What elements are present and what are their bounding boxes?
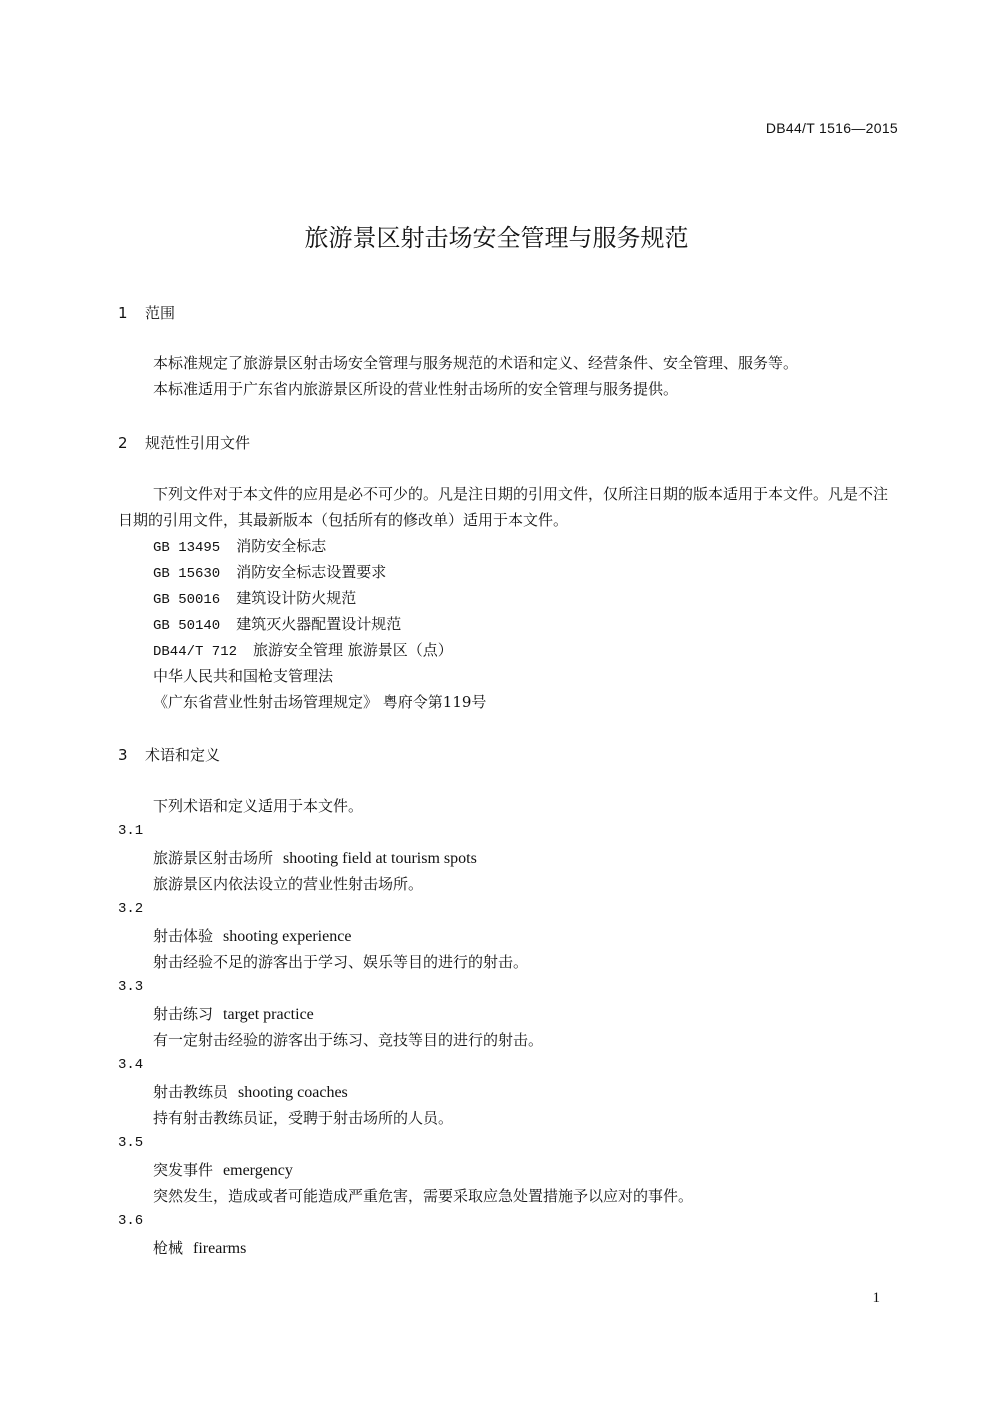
reference-item: GB 50016 建筑设计防火规范 <box>153 589 357 608</box>
scope-paragraph-2: 本标准适用于广东省内旅游景区所设的营业性射击场所的安全管理与服务提供。 <box>153 380 679 398</box>
section-number: 3 <box>118 746 128 764</box>
term-entry: 枪械 firearms <box>153 1239 247 1257</box>
term-number: 3.6 <box>118 1213 144 1229</box>
section-number: 2 <box>118 434 128 452</box>
term-number: 3.5 <box>118 1135 144 1151</box>
term-entry: 旅游景区射击场所 shooting field at tourism spots <box>153 849 477 867</box>
term-number: 3.1 <box>118 823 144 839</box>
term-number: 3.3 <box>118 979 144 995</box>
section-title: 范围 <box>145 304 176 322</box>
term-number: 3.2 <box>118 901 144 917</box>
references-intro: 下列文件对于本文件的应用是必不可少的。凡是注日期的引用文件，仅所注日期的版本适用于本文件。凡是不注日期的引用文件，其最新版本（包括所有的修改单）适用于本文件。 <box>118 485 889 529</box>
page-number: 1 <box>872 1290 880 1306</box>
section-heading-normative-references <box>118 432 250 453</box>
section-heading-terms <box>118 744 220 765</box>
reference-item: GB 13495 消防安全标志 <box>153 537 327 556</box>
reference-item: 中华人民共和国枪支管理法 <box>153 667 334 685</box>
section-number: 1 <box>118 304 128 322</box>
section-heading-scope <box>118 302 175 323</box>
term-definition: 射击经验不足的游客出于学习、娱乐等目的进行的射击。 <box>153 953 529 971</box>
term-definition: 旅游景区内依法设立的营业性射击场所。 <box>153 875 424 893</box>
terms-intro: 下列术语和定义适用于本文件。 <box>153 797 364 815</box>
term-definition: 有一定射击经验的游客出于练习、竞技等目的进行的射击。 <box>153 1031 544 1049</box>
section-title: 规范性引用文件 <box>145 434 251 452</box>
term-number: 3.4 <box>118 1057 144 1073</box>
reference-item: 《广东省营业性射击场管理规定》 粤府令第119号 <box>153 693 487 711</box>
term-entry: 射击体验 shooting experience <box>153 927 352 945</box>
term-entry: 射击教练员 shooting coaches <box>153 1083 348 1101</box>
scope-paragraph-1: 本标准规定了旅游景区射击场安全管理与服务规范的术语和定义、经营条件、安全管理、服务等。 <box>153 354 799 372</box>
term-entry: 射击练习 target practice <box>153 1005 314 1023</box>
standard-code: DB44/T 1516—2015 <box>765 120 898 136</box>
section-title: 术语和定义 <box>145 746 221 764</box>
term-entry: 突发事件 emergency <box>153 1161 293 1179</box>
term-definition: 持有射击教练员证，受聘于射击场所的人员。 <box>153 1109 454 1127</box>
reference-item: GB 15630 消防安全标志设置要求 <box>153 563 387 582</box>
reference-item: GB 50140 建筑灭火器配置设计规范 <box>153 615 402 634</box>
document-title: 旅游景区射击场安全管理与服务规范 <box>304 224 689 252</box>
term-definition: 突然发生，造成或者可能造成严重危害，需要采取应急处置措施予以应对的事件。 <box>153 1187 694 1205</box>
reference-item: DB44/T 712 旅游安全管理 旅游景区（点） <box>153 641 453 660</box>
